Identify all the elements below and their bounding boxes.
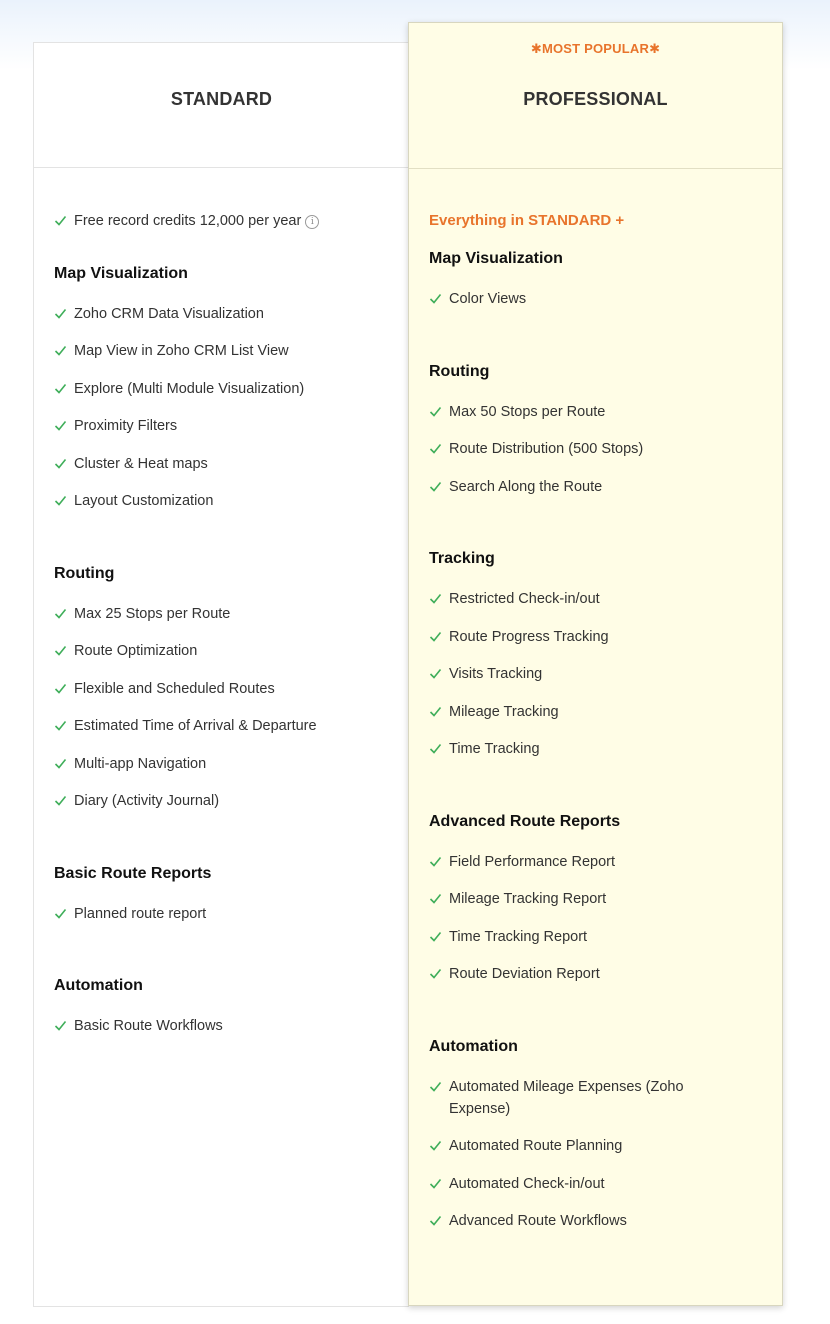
section-automation <box>54 976 389 1037</box>
feature-item <box>429 476 762 498</box>
feature-label: Advanced Route Workflows <box>449 1213 627 1229</box>
feature-item <box>54 415 389 437</box>
check-icon <box>54 644 67 657</box>
feature-item <box>429 663 762 685</box>
feature-item <box>429 851 762 873</box>
feature-label: Multi-app Navigation <box>74 755 207 772</box>
plan-column-professional <box>408 22 783 1306</box>
section-map-visualization <box>429 249 762 310</box>
feature-label: Route Progress Tracking <box>449 628 609 645</box>
most-popular-badge <box>409 41 782 57</box>
pricing-plans <box>33 22 783 1308</box>
check-icon <box>429 892 442 905</box>
feature-label: Automated Check-in/out <box>449 1175 605 1192</box>
check-icon <box>429 1177 442 1190</box>
feature-label: Layout Customization <box>74 493 214 509</box>
feature-label: Search Along the Route <box>449 478 603 495</box>
feature-item <box>429 888 762 910</box>
star-icon: ✱ <box>649 41 661 56</box>
feature-item <box>54 640 389 662</box>
feature-label: Cluster & Heat maps <box>74 455 208 472</box>
feature-label: Mileage Tracking Report <box>449 891 607 907</box>
feature-item <box>429 438 762 460</box>
section-tracking <box>429 549 762 760</box>
check-icon <box>429 967 442 980</box>
section-title: Map Visualization <box>429 250 563 267</box>
feature-item <box>54 903 389 925</box>
check-icon <box>54 382 67 395</box>
check-icon <box>54 607 67 620</box>
feature-item <box>429 738 762 760</box>
section-title: Map Visualization <box>54 264 188 282</box>
feature-item <box>429 288 762 310</box>
section-basic-route-reports <box>54 864 389 925</box>
plan-features-standard <box>34 168 409 1037</box>
check-icon <box>429 930 442 943</box>
check-icon <box>429 1080 442 1093</box>
feature-label: Route Optimization <box>74 643 198 659</box>
feature-label: Map View in Zoho CRM List View <box>74 343 289 359</box>
feature-label: Field Performance Report <box>449 853 616 870</box>
check-icon <box>54 494 67 507</box>
feature-item <box>429 926 762 948</box>
record-credits-label: Free record credits 12,000 per year <box>74 213 302 229</box>
feature-label: Time Tracking <box>449 741 540 757</box>
check-icon <box>54 757 67 770</box>
feature-label: Time Tracking Report <box>449 928 588 945</box>
check-icon <box>429 855 442 868</box>
feature-label: Planned route report <box>74 905 207 922</box>
feature-label: Color Views <box>449 291 527 307</box>
feature-item <box>54 340 389 362</box>
check-icon <box>429 292 442 305</box>
feature-item <box>54 1015 389 1037</box>
feature-item <box>429 963 762 985</box>
section-title: Tracking <box>429 550 495 567</box>
check-icon <box>54 1019 67 1032</box>
plan-name-standard: STANDARD <box>170 89 273 109</box>
feature-item <box>429 1135 762 1157</box>
feature-item <box>429 626 762 648</box>
feature-item <box>429 701 762 723</box>
feature-item <box>54 490 389 512</box>
feature-item <box>429 1210 762 1232</box>
feature-item <box>429 1173 762 1195</box>
feature-label: Zoho CRM Data Visualization <box>74 305 264 322</box>
feature-label: Mileage Tracking <box>449 703 559 720</box>
check-icon <box>54 794 67 807</box>
plan-header-standard <box>34 43 409 168</box>
feature-label: Flexible and Scheduled Routes <box>74 680 275 697</box>
plan-header-professional <box>409 23 782 169</box>
feature-item <box>429 401 762 423</box>
feature-label: Estimated Time of Arrival & Departure <box>74 718 317 734</box>
feature-label: Route Distribution (500 Stops) <box>449 441 644 457</box>
section-title: Routing <box>429 362 490 380</box>
check-icon <box>429 1139 442 1152</box>
feature-item <box>429 1076 762 1120</box>
check-icon <box>54 214 67 227</box>
feature-label: Basic Route Workflows <box>74 1018 223 1034</box>
section-title: Advanced Route Reports <box>429 812 621 830</box>
record-credits-item <box>54 210 389 248</box>
feature-label: Visits Tracking <box>449 666 543 682</box>
feature-item <box>54 753 389 775</box>
feature-item <box>54 678 389 700</box>
check-icon <box>429 442 442 455</box>
feature-item <box>54 453 389 475</box>
section-advanced-route-reports <box>429 812 762 986</box>
check-icon <box>54 307 67 320</box>
star-icon: ✱ <box>530 41 542 56</box>
check-icon <box>429 742 442 755</box>
check-icon <box>429 667 442 680</box>
feature-item <box>54 303 389 325</box>
check-icon <box>54 419 67 432</box>
feature-label: Proximity Filters <box>74 418 178 434</box>
feature-label: Diary (Activity Journal) <box>74 793 220 809</box>
section-map-visualization <box>54 264 389 513</box>
feature-item <box>54 378 389 400</box>
feature-label: Max 50 Stops per Route <box>449 403 606 420</box>
check-icon <box>429 630 442 643</box>
check-icon <box>54 457 67 470</box>
section-title: Automation <box>429 1037 518 1055</box>
plan-column-standard <box>33 42 409 1307</box>
check-icon <box>429 1214 442 1227</box>
feature-label: Restricted Check-in/out <box>449 591 600 607</box>
check-icon <box>429 480 442 493</box>
plan-features-professional <box>409 169 782 1232</box>
info-icon[interactable]: i <box>305 215 319 229</box>
section-title: Automation <box>54 977 143 994</box>
section-automation <box>429 1037 762 1233</box>
section-routing <box>54 564 389 813</box>
most-popular-label: MOST POPULAR <box>541 41 650 56</box>
feature-label: Route Deviation Report <box>449 966 600 982</box>
feature-item <box>429 588 762 610</box>
plan-name-professional: PROFESSIONAL <box>523 89 668 109</box>
check-icon <box>429 705 442 718</box>
check-icon <box>429 592 442 605</box>
feature-item <box>54 603 389 625</box>
section-title: Basic Route Reports <box>54 864 212 882</box>
feature-label: Automated Mileage Expenses (Zoho Expense) <box>449 1078 684 1117</box>
section-title: Routing <box>54 564 115 582</box>
check-icon <box>54 344 67 357</box>
check-icon <box>54 719 67 732</box>
feature-label: Automated Route Planning <box>449 1138 623 1154</box>
check-icon <box>54 682 67 695</box>
feature-item <box>54 790 389 812</box>
feature-label: Explore (Multi Module Visualization) <box>74 380 305 397</box>
section-routing <box>429 362 762 498</box>
feature-item <box>54 715 389 737</box>
feature-label: Max 25 Stops per Route <box>74 605 231 622</box>
check-icon <box>429 405 442 418</box>
everything-in-standard: Everything in STANDARD + <box>429 212 625 229</box>
check-icon <box>54 907 67 920</box>
